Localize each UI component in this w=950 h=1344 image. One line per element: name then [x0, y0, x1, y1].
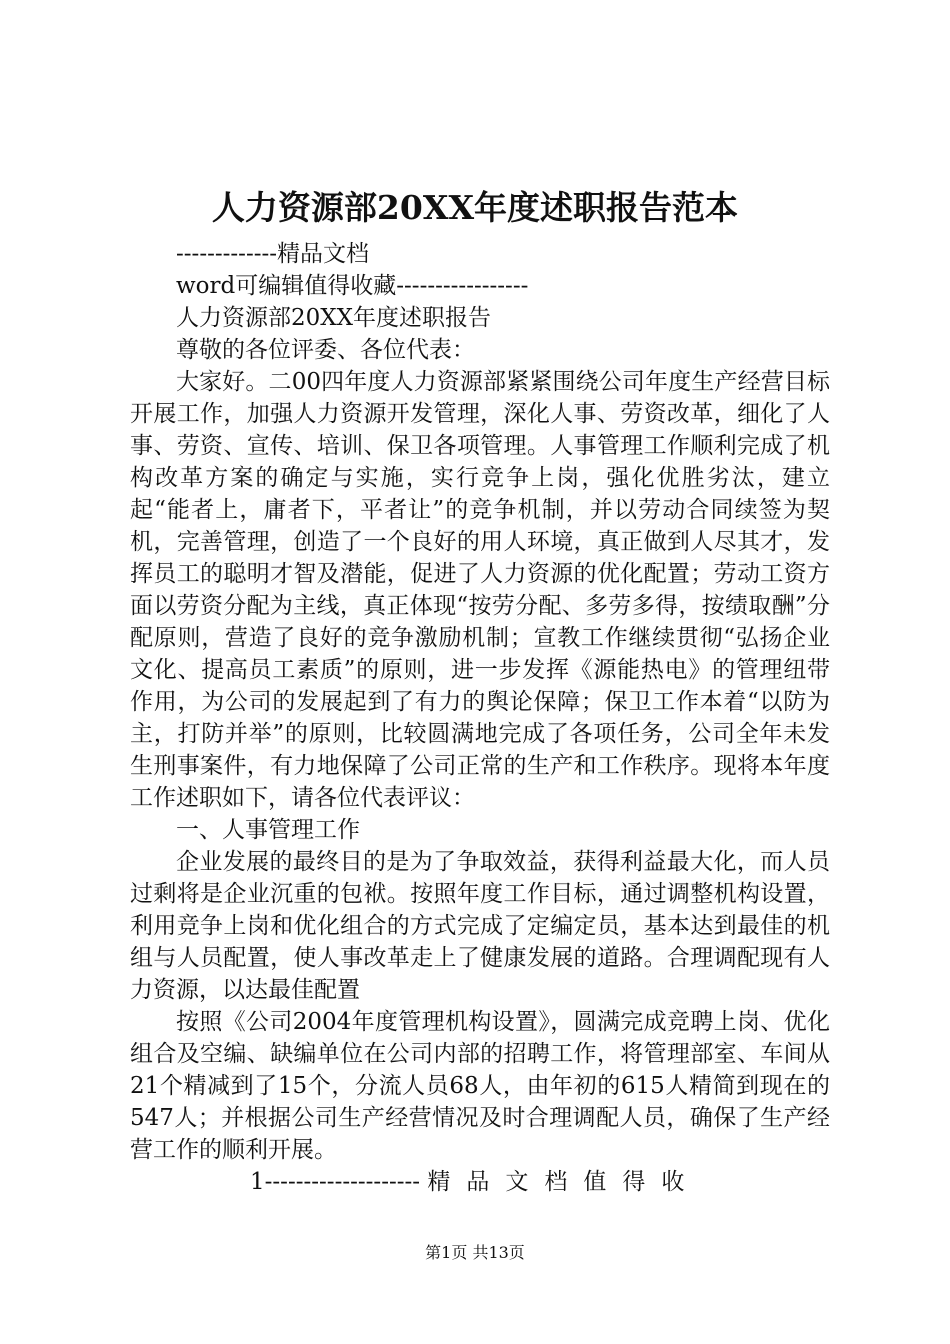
paragraph-restructuring: 按照《公司2004年度管理机构设置》，圆满完成竞聘上岗、优化组合及空编、缺编单位在公司内部的招聘工作，将管理部室、车间从21个精减到了15个，分流人员68人，由年初的615人精简到现在的547人；并根据公司生产经营情况及时合理调配人员，确保了生产经营工作的顺利开展。 — [130, 1009, 830, 1163]
section-heading-personnel: 一、人事管理工作 — [176, 817, 360, 843]
footer-line-spaced: 精品文档值得收 — [427, 1169, 701, 1195]
watermark-footer-line — [130, 1166, 830, 1198]
footer-line-prefix: 1-------------------- — [250, 1169, 421, 1195]
document-body — [130, 238, 830, 1198]
header-line-2: word可编辑值得收藏----------------- — [176, 273, 529, 299]
header-line-1: -------------精品文档 — [176, 241, 370, 267]
salutation: 尊敬的各位评委、各位代表： — [176, 337, 475, 363]
paragraph-intro: 大家好。二00四年度人力资源部紧紧围绕公司年度生产经营目标开展工作，加强人力资源开发管理，深化人事、劳资改革，细化了人事、劳资、宣传、培训、保卫各项管理。人事管理工作顺利完成了机构改革方案的确定与实施，实行竞争上岗，强化优胜劣汰，建立起“能者上，庸者下，平者让”的竞争机制，并以劳动合同续签为契机，完善管理，创造了一个良好的用人环境，真正做到人尽其才，发挥员工的聪明才智及潜能，促进了人力资源的优化配置；劳动工资方面以劳资分配为主线，真正体现“按劳分配、多劳多得，按绩取酬”分配原则，营造了良好的竞争激励机制；宣教工作继续贯彻“弘扬企业文化、提高员工素质”的原则，进一步发挥《源能热电》的管理纽带作用，为公司的发展起到了有力的舆论保障；保卫工作本着“以防为主，打防并举”的原则，比较圆满地完成了各项任务，公司全年未发生刑事案件，有力地保障了公司正常的生产和工作秩序。现将本年度工作述职如下，请各位代表评议： — [130, 369, 830, 811]
document-title: 人力资源部20XX年度述职报告范本 — [211, 188, 739, 227]
report-subtitle: 人力资源部20XX年度述职报告 — [176, 305, 492, 331]
page-number: 第1页 共13页 — [425, 1243, 525, 1262]
paragraph-personnel: 企业发展的最终目的是为了争取效益，获得利益最大化，而人员过剩将是企业沉重的包袱。按照年度工作目标，通过调整机构设置，利用竞争上岗和优化组合的方式完成了定编定员，基本达到最佳的机组与人员配置，使人事改革走上了健康发展的道路。合理调配现有人力资源，以达最佳配置 — [130, 849, 830, 1003]
